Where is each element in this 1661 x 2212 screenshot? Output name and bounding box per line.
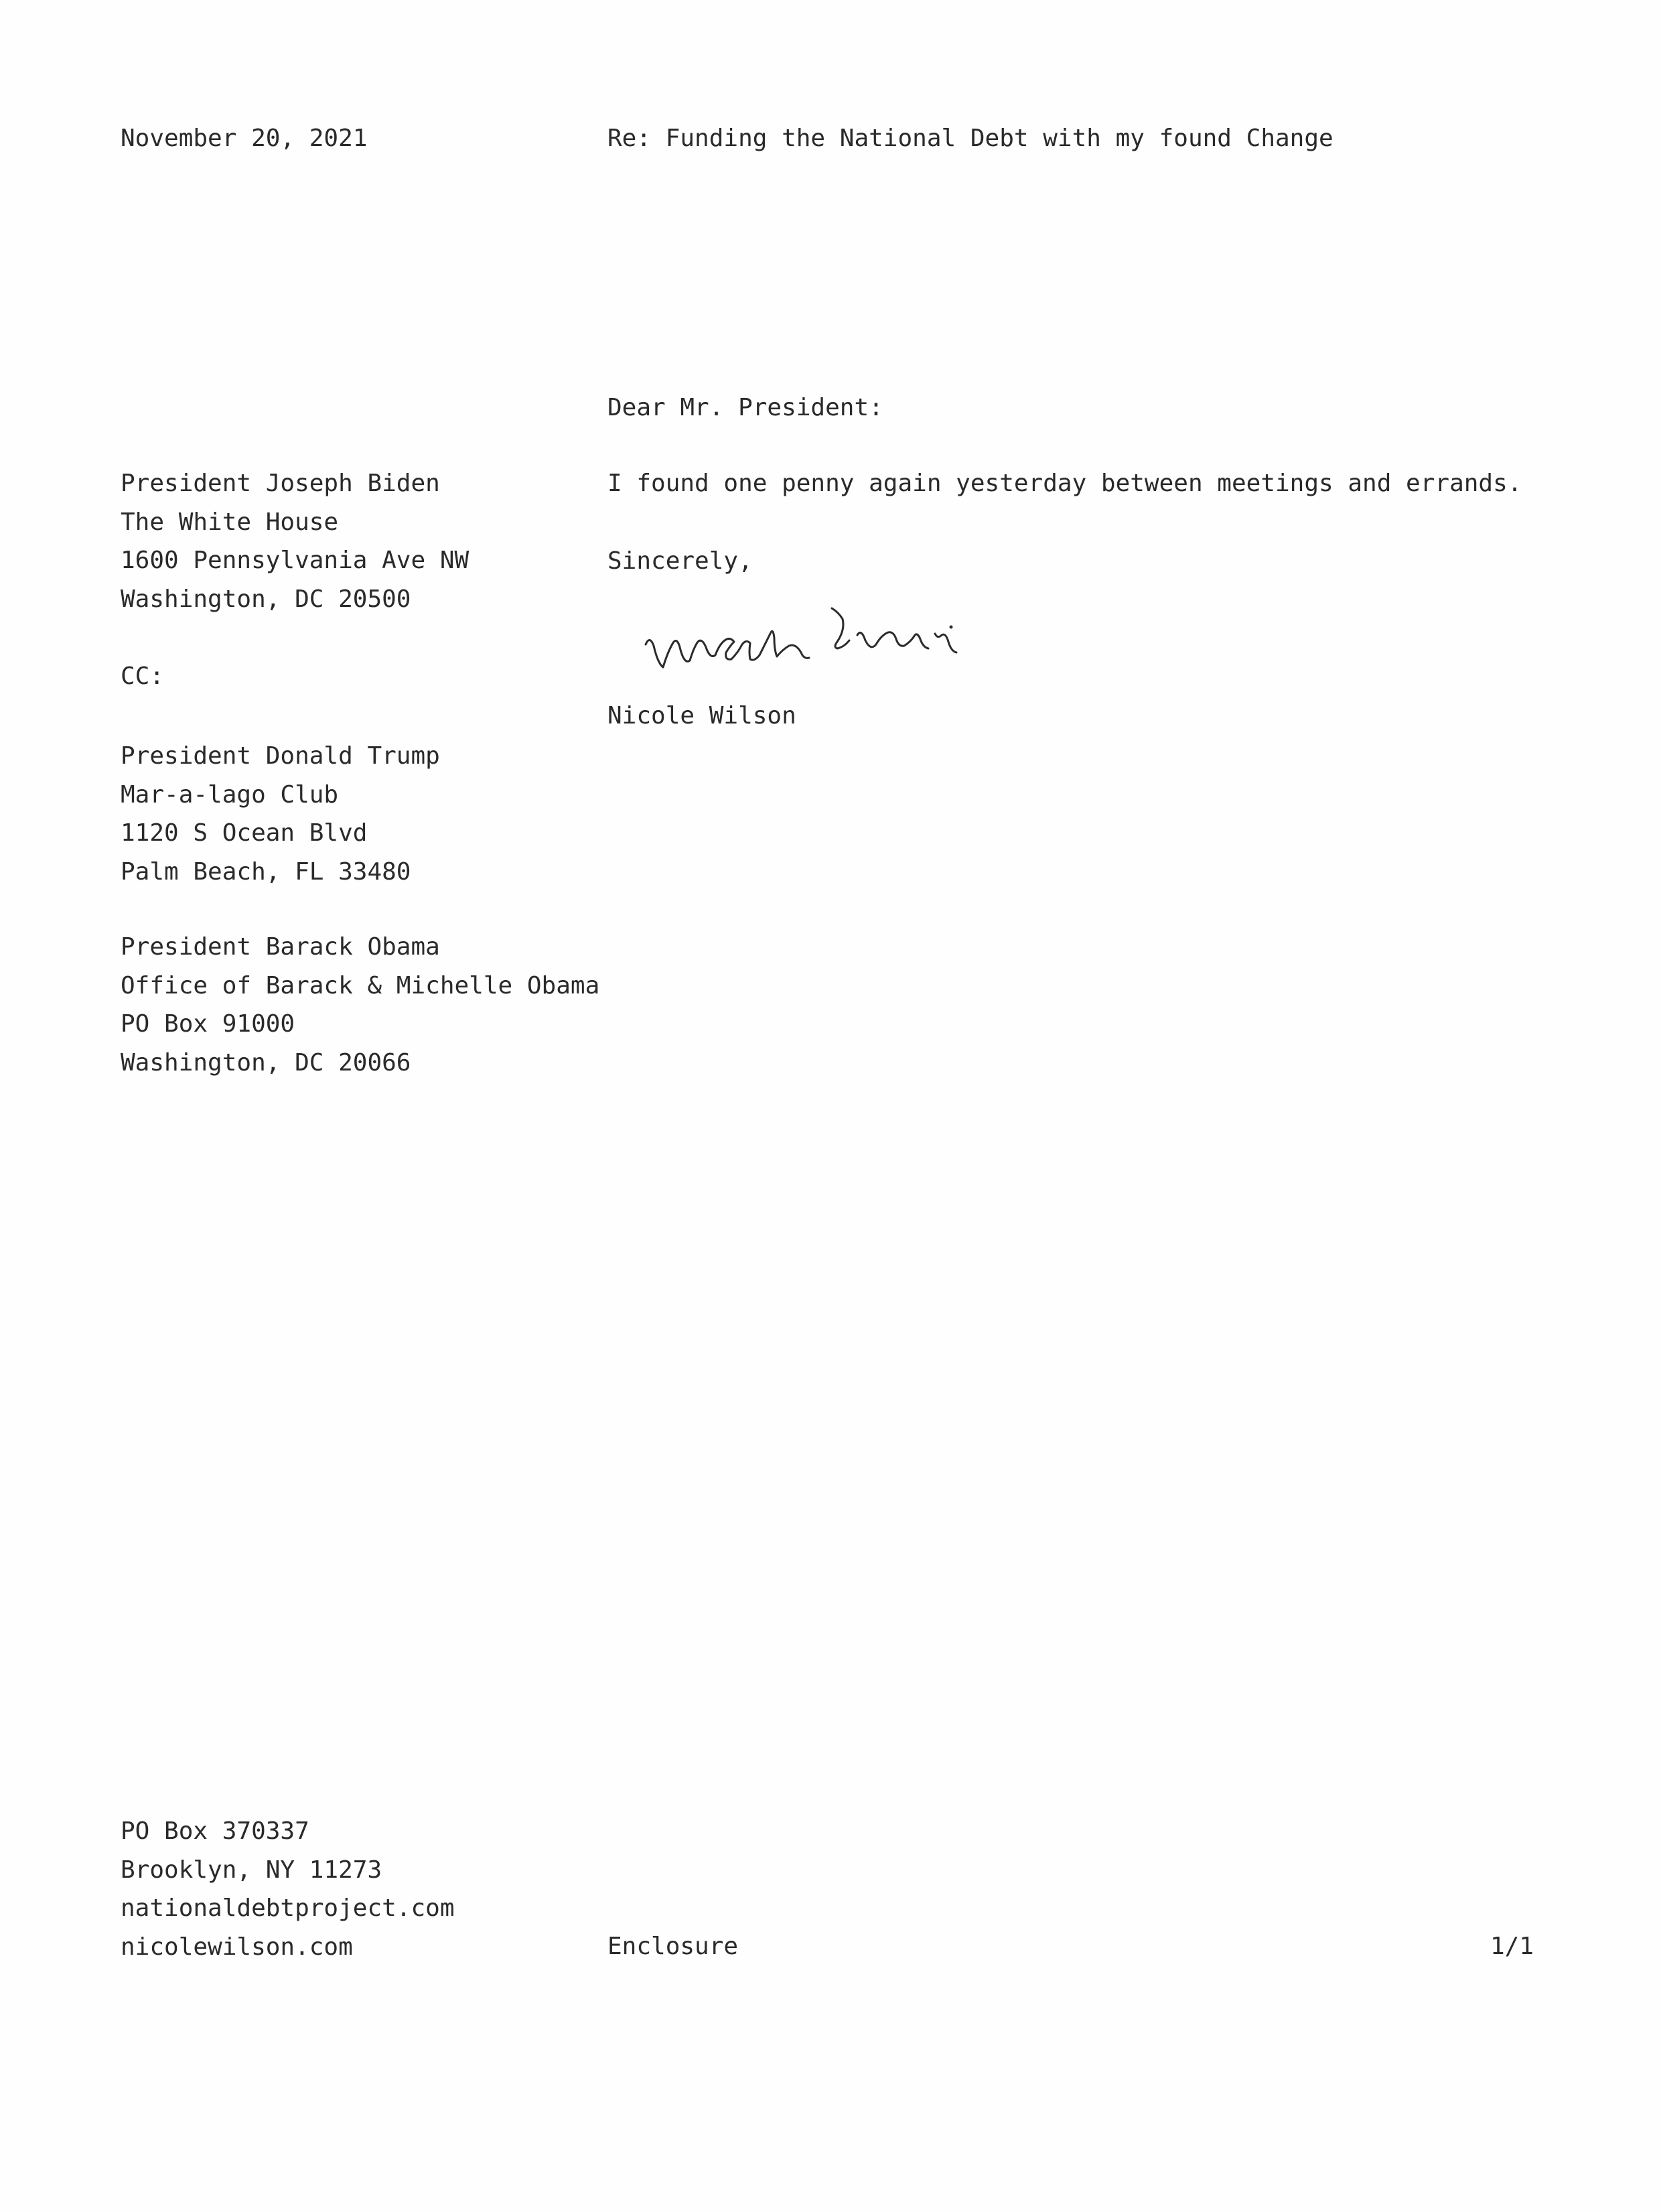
cc-recipient-address — [121, 928, 599, 1082]
cc-recipient-line: Office of Barack & Michelle Obama — [121, 971, 600, 999]
sender-line: Brooklyn, NY 11273 — [121, 1856, 382, 1884]
cc-recipient-line: Palm Beach, FL 33480 — [121, 857, 411, 886]
letter-body: I found one penny again yesterday between meetings and errands. — [607, 470, 1522, 497]
letter-date: November 20, 2021 — [121, 125, 368, 152]
cc-recipient-line: 1120 S Ocean Blvd — [121, 819, 368, 847]
cc-label: CC: — [121, 663, 165, 690]
letter-closing: Sincerely, — [607, 547, 753, 575]
letter-subject: Re: Funding the National Debt with my found Change — [607, 125, 1333, 152]
letter-salutation: Dear Mr. President: — [607, 394, 883, 421]
sender-line: nationaldebtproject.com — [121, 1894, 455, 1922]
recipient-line: The White House — [121, 508, 339, 536]
handwritten-signature — [636, 603, 985, 690]
recipient-line: President Joseph Biden — [121, 470, 440, 497]
cc-recipient-line: Washington, DC 20066 — [121, 1048, 411, 1077]
cc-recipient-line: PO Box 91000 — [121, 1010, 295, 1038]
sender-line: nicolewilson.com — [121, 1933, 353, 1961]
cc-recipient-address — [121, 737, 440, 891]
cc-recipient-line: Mar-a-lago Club — [121, 780, 339, 809]
signer-name: Nicole Wilson — [607, 702, 796, 730]
sender-line: PO Box 370337 — [121, 1817, 309, 1845]
page-number: 1/1 — [1490, 1933, 1534, 1960]
recipient-line: Washington, DC 20500 — [121, 585, 411, 613]
recipient-address — [121, 464, 469, 618]
enclosure-note: Enclosure — [607, 1933, 739, 1960]
cc-recipient-line: President Barack Obama — [121, 933, 440, 961]
cc-recipient-line: President Donald Trump — [121, 742, 440, 770]
sender-address — [121, 1812, 455, 1966]
recipient-line: 1600 Pennsylvania Ave NW — [121, 547, 470, 574]
